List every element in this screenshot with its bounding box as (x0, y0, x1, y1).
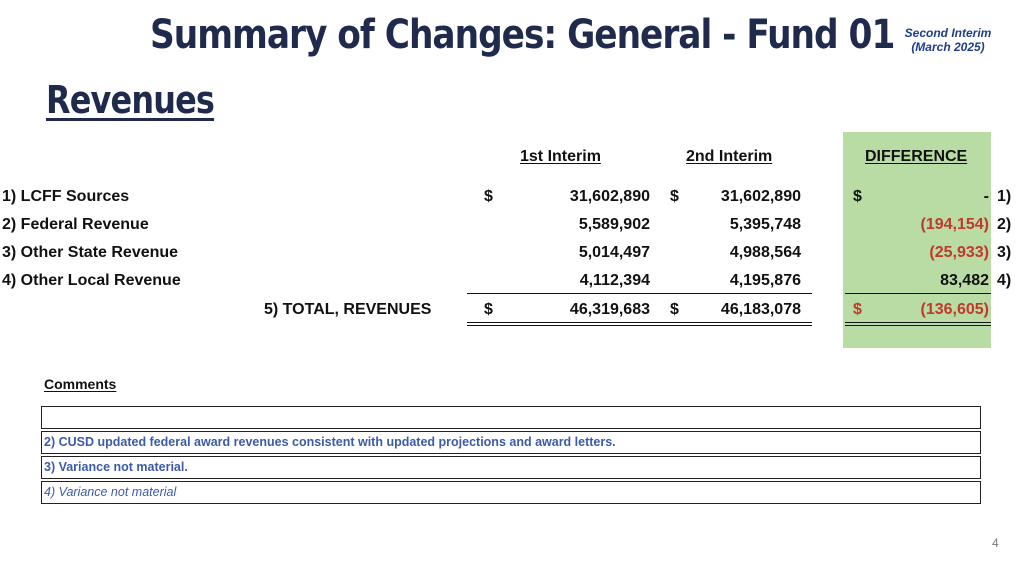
row-reference: 4) (997, 272, 1012, 289)
total-double-rule (467, 325, 812, 326)
section-heading: Revenues (46, 78, 215, 122)
comments-heading: Comments (44, 376, 117, 392)
comment-line: 3) Variance not material. (41, 456, 981, 479)
value-1st-interim: 5,014,497 (578, 244, 650, 261)
difference-value: (25,933) (929, 244, 989, 261)
comment-line (41, 406, 981, 429)
column-header-2nd-interim: 2nd Interim (686, 148, 773, 165)
currency-sign: $ (670, 188, 679, 205)
row-reference: 2) (997, 216, 1012, 233)
difference-value: (194,154) (920, 216, 989, 233)
slide-title: Summary of Changes: General - Fund 01 (150, 12, 895, 58)
interim-badge (893, 26, 1003, 54)
page-number: 4 (992, 536, 999, 550)
badge-line-1: Second Interim (904, 26, 992, 40)
currency-sign: $ (853, 301, 862, 318)
total-double-rule (467, 322, 812, 323)
comment-line: 4) Variance not material (41, 481, 981, 504)
value-2nd-interim: 5,395,748 (729, 216, 801, 233)
difference-value: - (983, 188, 989, 205)
value-2nd-interim: 4,988,564 (729, 244, 801, 261)
value-2nd-interim: 4,195,876 (729, 272, 801, 289)
difference-value: 83,482 (940, 272, 989, 289)
row-label: 2) Federal Revenue (2, 216, 149, 233)
row-label: 1) LCFF Sources (2, 188, 130, 205)
row-reference: 1) (997, 188, 1012, 205)
total-double-rule-difference (845, 322, 991, 323)
badge-line-2: (March 2025) (911, 40, 985, 54)
column-header-1st-interim: 1st Interim (520, 148, 601, 165)
subtotal-rule-difference (845, 293, 991, 294)
subtotal-rule (467, 293, 812, 294)
value-1st-interim: 5,589,902 (578, 216, 650, 233)
column-header-difference: DIFFERENCE (865, 148, 968, 165)
row-label: 3) Other State Revenue (2, 244, 179, 261)
total-label: 5) TOTAL, REVENUES (264, 301, 432, 318)
row-label: 4) Other Local Revenue (2, 272, 181, 289)
currency-sign: $ (670, 301, 679, 318)
value-1st-interim: 4,112,394 (579, 272, 650, 289)
value-2nd-interim: 31,602,890 (720, 188, 801, 205)
total-2nd-interim: 46,183,078 (720, 301, 801, 318)
row-reference: 3) (997, 244, 1012, 261)
total-difference: (136,605) (920, 301, 989, 318)
total-1st-interim: 46,319,683 (569, 301, 650, 318)
currency-sign: $ (853, 188, 862, 205)
currency-sign: $ (484, 188, 493, 205)
total-double-rule-difference (845, 325, 991, 326)
comment-line: 2) CUSD updated federal award revenues consistent with updated projections and award letters. (41, 431, 981, 454)
currency-sign: $ (484, 301, 493, 318)
value-1st-interim: 31,602,890 (569, 188, 650, 205)
